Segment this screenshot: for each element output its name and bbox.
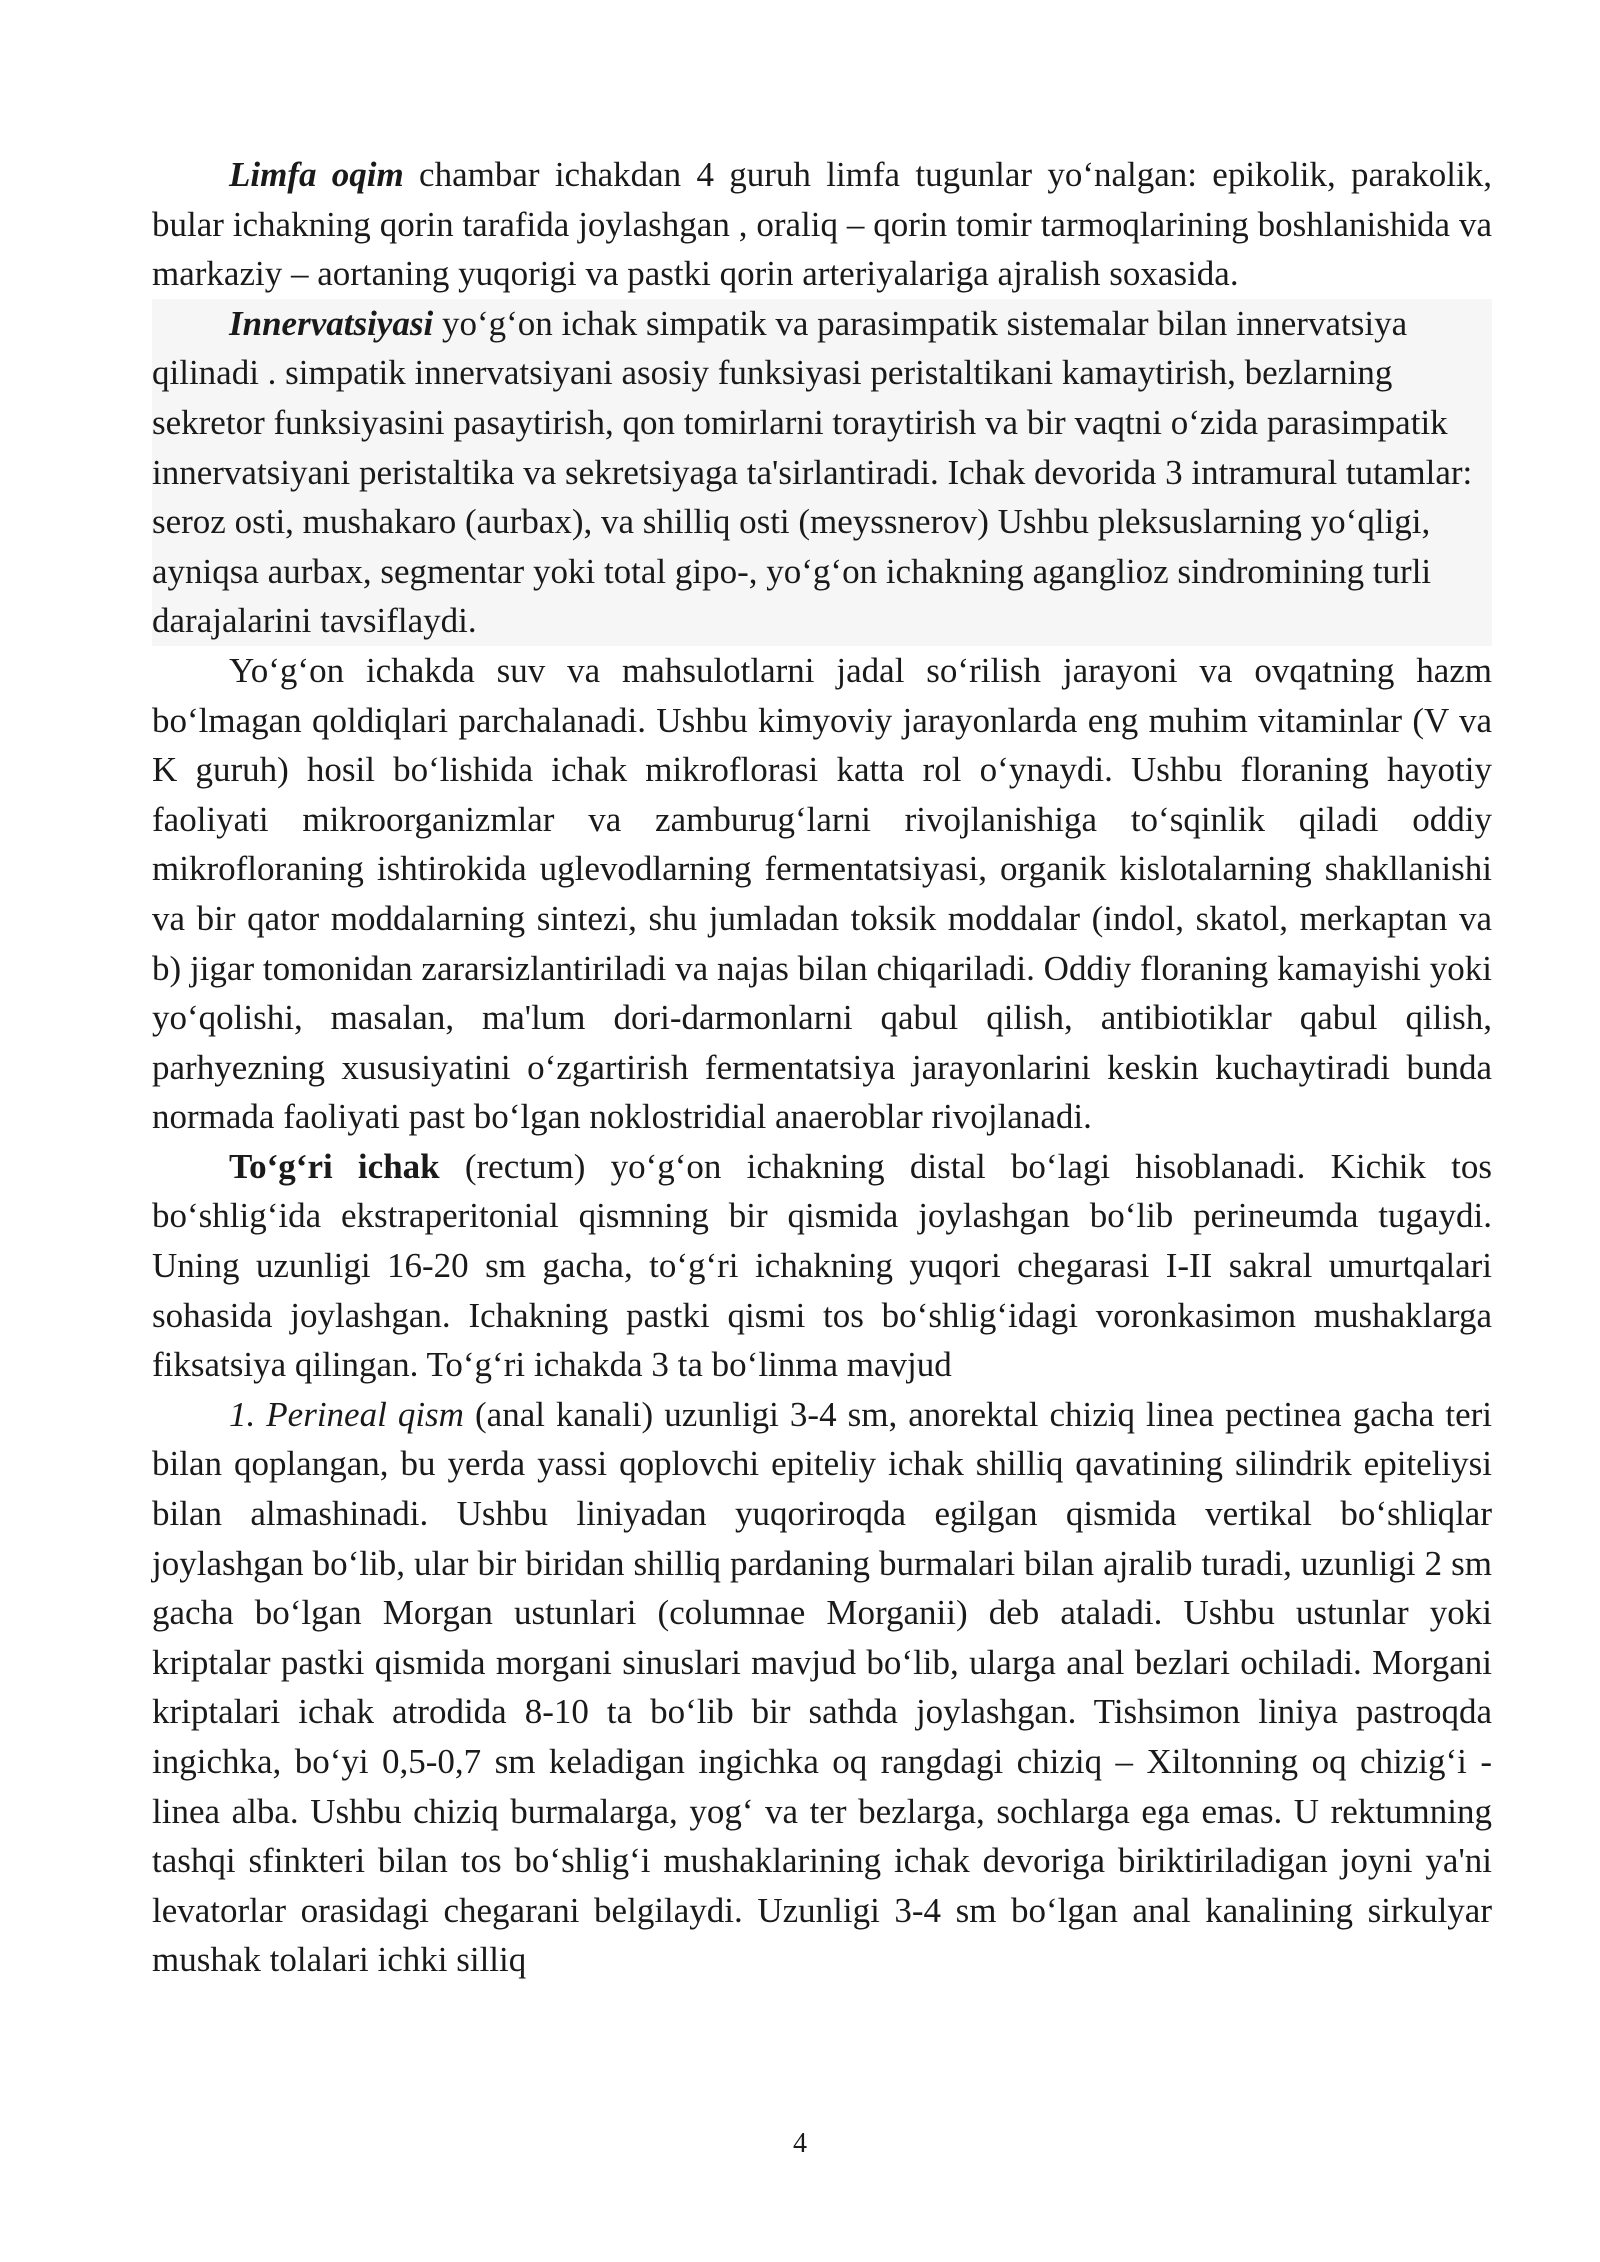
- paragraph-rectum: [152, 1142, 1492, 1390]
- page-number: 4: [793, 2128, 807, 2159]
- paragraph-body: (rectum) yo‘g‘on ichakning distal bo‘lagi hisoblanadi. Kichik tos bo‘shlig‘ida ekstraperitonial qismning bir qismida joylashgan bo‘lib perineumda tugaydi. Uning uzunligi 16-20 sm gacha, to‘g‘ri ichakning yuqori chegarasi I-II sakral umurtqalari sohasida joylashgan. Ichakning pastki qismi tos bo‘shlig‘idagi voronkasimon mushaklarga fiksatsiya qilingan. To‘g‘ri ichakda 3 ta bo‘linma mavjud: [152, 1146, 1492, 1385]
- paragraph-absorption: [152, 646, 1492, 1142]
- paragraph-lead-term: 1. Perineal qism: [229, 1394, 464, 1434]
- paragraph-innervation: [152, 299, 1492, 646]
- paragraph-perineal-part: [152, 1390, 1492, 1985]
- paragraph-lymph-flow: [152, 150, 1492, 299]
- paragraph-lead-term: Innervatsiyasi: [229, 303, 434, 343]
- paragraph-body: chambar ichakdan 4 guruh limfa tugunlar yo‘nalgan: epikolik, parakolik, bular ichakning qorin tarafida joylashgan , oraliq – qorin tomir tarmoqlarining boshlanishida va markaziy – aortaning yuqorigi va pastki qorin arteriyalariga ajralish soxasida.: [152, 155, 1492, 294]
- paragraph-body: yo‘g‘on ichak simpatik va parasimpatik sistemalar bilan innervatsiya qilinadi . simpatik innervatsiyani asosiy funksiyasi peristaltikani kamaytirish, bezlarning sekretor funksiyasini pasaytirish, qon tomirlarni toraytirish va bir vaqtni o‘zida parasimpatik innervatsiyani peristaltika va sekretsiyaga ta'sirlantiradi. Ichak devorida 3 intramural tutamlar: seroz osti, mushakaro (aurbax), va shilliq osti (meyssnerov) Ushbu pleksuslarning yo‘qligi, ayniqsa aurbax, segmentar yoki total gipo-, yo‘g‘on ichakning aganglioz sindromining turli darajalarini tavsiflaydi.: [152, 303, 1473, 641]
- document-page: [152, 150, 1492, 1985]
- paragraph-lead-term: To‘g‘ri ichak: [229, 1146, 440, 1186]
- paragraph-lead-term: Limfa oqim: [229, 155, 404, 194]
- paragraph-body: Yo‘g‘on ichakda suv va mahsulotlarni jadal so‘rilish jarayoni va ovqatning hazm bo‘lmagan qoldiqlari parchalanadi. Ushbu kimyoviy jarayonlarda eng muhim vitaminlar (V va K guruh) hosil bo‘lishida ichak mikroflorasi katta rol o‘ynaydi. Ushbu floraning hayotiy faoliyati mikroorganizmlar va zamburug‘larni rivojlanishiga to‘sqinlik qiladi oddiy mikrofloraning ishtirokida uglevodlarning fermentatsiyasi, organik kislotalarning shakllanishi va bir qator moddalarning sintezi, shu jumladan toksik moddalar (indol, skatol, merkaptan va b) jigar tomonidan zararsizlantiriladi va najas bilan chiqariladi. Oddiy floraning kamayishi yoki yo‘qolishi, masalan, ma'lum dori-darmonlarni qabul qilish, antibiotiklar qabul qilish, parhyezning xususiyatini o‘zgartirish fermentatsiya jarayonlarini keskin kuchaytiradi bunda normada faoliyati past bo‘lgan noklostridial anaeroblar rivojlanadi.: [152, 650, 1492, 1137]
- paragraph-body: (anal kanali) uzunligi 3-4 sm, anorektal chiziq linea pectinea gacha teri bilan qoplangan, bu yerda yassi qoplovchi epiteliy ichak shilliq qavatining silindrik epiteliysi bilan almashinadi. Ushbu liniyadan yuqoriroqda egilgan qismida vertikal bo‘shliqlar joylashgan bo‘lib, ular bir biridan shilliq pardaning burmalari bilan ajralib turadi, uzunligi 2 sm gacha bo‘lgan Morgan ustunlari (columnae Morganii) deb ataladi. Ushbu ustunlar yoki kriptalar pastki qismida morgani sinuslari mavjud bo‘lib, ularga anal bezlari ochiladi. Morgani kriptalari ichak atrodida 8-10 ta bo‘lib bir sathda joylashgan. Tishsimon liniya pastroqda ingichka, bo‘yi 0,5-0,7 sm keladigan ingichka oq rangdagi chiziq – Xiltonning oq chizig‘i - linea alba. Ushbu chiziq burmalarga, yog‘ va ter bezlarga, sochlarga ega emas. U rektumning tashqi sfinkteri bilan tos bo‘shlig‘i mushaklarining ichak devoriga biriktiriladigan joyni ya'ni levatorlar orasidagi chegarani belgilaydi. Uzunligi 3-4 sm bo‘lgan anal kanalining sirkulyar mushak tolalari ichki silliq: [152, 1394, 1493, 1980]
